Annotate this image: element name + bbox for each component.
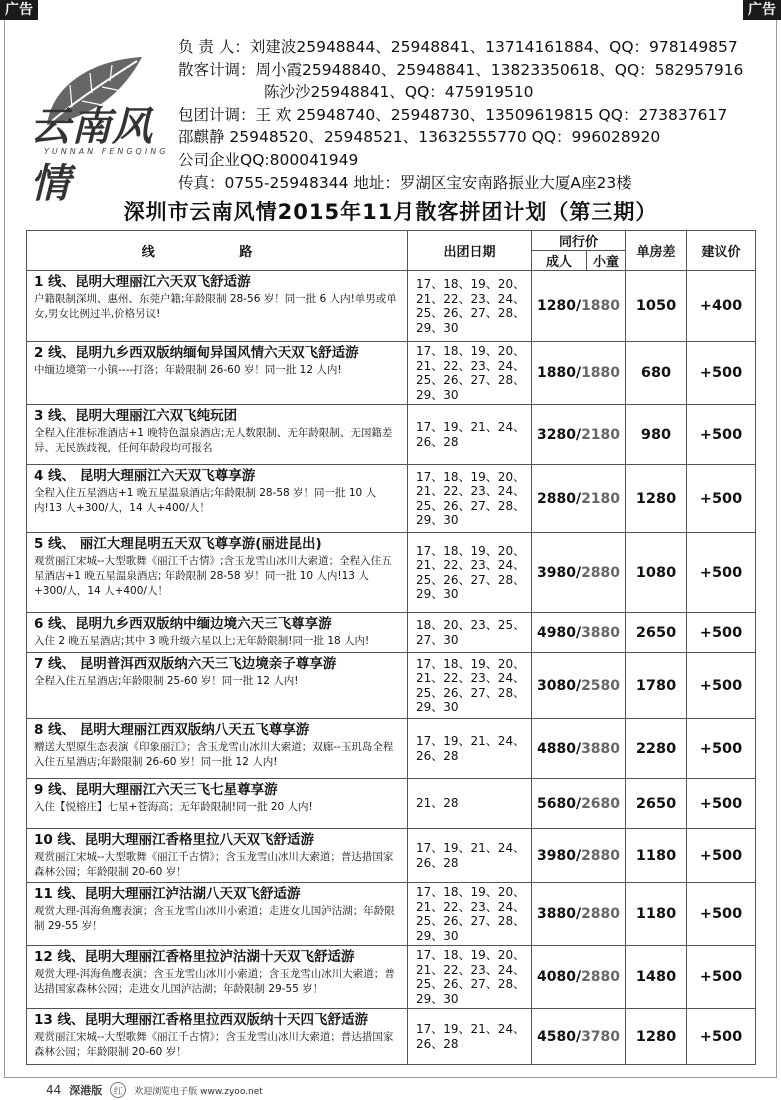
- adult-price: 3980: [536, 564, 576, 581]
- route-info: [27, 829, 408, 883]
- website-text: 欢迎浏览电子版 www.zyoo.net: [134, 1086, 263, 1097]
- contact-line: 邵麒静 25948520、25948521、13632555770 QQ：996028920: [178, 128, 661, 147]
- route-info: [27, 719, 408, 779]
- route-info: [27, 342, 408, 405]
- route-info: [27, 271, 408, 342]
- route-row: [27, 829, 756, 883]
- adult-price: 3980: [536, 847, 576, 864]
- route-row: [27, 533, 756, 613]
- single-room-supplement: 980: [626, 405, 687, 465]
- route-title: 7 线、 昆明普洱西双版纳六天三飞边境亲子尊享游: [34, 656, 337, 672]
- single-room-supplement: 1780: [626, 653, 687, 719]
- child-price: 2880: [581, 969, 621, 985]
- route-info: [27, 1009, 408, 1065]
- child-price: 3880: [581, 740, 621, 757]
- departure-dates: 17、19、21、24、26、28: [408, 829, 532, 883]
- suggested-price: +500: [687, 613, 756, 653]
- adult-price: 3080: [536, 677, 576, 694]
- peer-price: 1880/1880: [532, 342, 626, 405]
- single-room-supplement: 1180: [626, 883, 687, 946]
- peer-price: 4980/3880: [532, 613, 626, 653]
- suggested-price: +500: [687, 829, 756, 883]
- departure-dates: 17、18、19、20、21、22、23、24、25、26、27、28、29、30: [408, 883, 532, 946]
- route-title: 9 线、昆明大理丽江六天三飞七星尊享游: [34, 782, 278, 798]
- route-info: [27, 405, 408, 465]
- route-row: [27, 271, 756, 342]
- adult-price: 2880: [536, 490, 576, 507]
- header-peer-price: 同行价: [532, 231, 626, 251]
- adult-price: 4980: [536, 624, 576, 641]
- departure-dates: 18、20、23、25、27、30: [408, 613, 532, 653]
- route-row: [27, 719, 756, 779]
- route-description: 观赏丽江宋城--大型歌舞《丽江千古情》；含玉龙雪山冰川大索道；普达措国家森林公园；年龄限制 20-60 岁！: [34, 851, 394, 878]
- adult-price: 4080: [536, 969, 576, 985]
- contact-line: 散客计调：周小霞25948840、25948841、13823350618、QQ：582957916: [178, 60, 744, 79]
- route-description: 观赏丽江宋城--大型歌舞《丽江千古情》；含玉龙雪山冰川大索道；普达措国家森林公园；年龄限制 20-60 岁！: [34, 1031, 394, 1058]
- departure-dates: 17、19、21、24、26、28: [408, 405, 532, 465]
- adult-price: 4880: [536, 740, 576, 757]
- route-row: [27, 946, 756, 1009]
- departure-dates: 17、18、19、20、21、22、23、24、25、26、27、28、29、30: [408, 342, 532, 405]
- departure-dates: 17、19、21、24、26、28: [408, 719, 532, 779]
- route-row: [27, 613, 756, 653]
- child-price: 3780: [581, 1028, 621, 1045]
- departure-dates: 17、18、19、20、21、22、23、24、25、26、27、28、29、30: [408, 465, 532, 533]
- ad-tag-right: 广告: [743, 0, 781, 20]
- single-room-supplement: 680: [626, 342, 687, 405]
- suggested-price: +500: [687, 465, 756, 533]
- peer-price: 4080/2880: [532, 946, 626, 1009]
- logo-subtext: YUNNAN FENGQING: [44, 147, 169, 156]
- route-description: 中缅边境第一小镇----打洛；年龄限制 26-60 岁！同一批 12 人内!: [34, 364, 342, 376]
- edition-label: 深港版: [69, 1084, 103, 1097]
- page-title: 深圳市云南风情2015年11月散客拼团计划（第三期）: [123, 200, 658, 224]
- child-price: 2880: [581, 564, 621, 581]
- route-description: 户籍限制深圳、惠州、东莞户籍;年龄限制 28-56 岁！同一批 6 人内!单男或单女,男女比例过半,价格另议!: [34, 293, 397, 320]
- single-room-supplement: 1280: [626, 1009, 687, 1065]
- peer-price: 3080/2580: [532, 653, 626, 719]
- header-adult: 成人: [532, 251, 587, 271]
- header-child: 小童: [587, 251, 626, 271]
- route-description: 观赏丽江宋城--大型歌舞《丽江千古情》;含玉龙雪山冰川大索道；全程入住五星酒店+1 晚五星温泉酒店; 年龄限制 28-58 岁！同一批 10 人内!13 人+300/人，14 人+400/人！: [34, 555, 392, 597]
- company-logo: [22, 55, 177, 207]
- route-title: 11 线、昆明大理丽江泸沽湖八天双飞舒适游: [34, 886, 301, 902]
- single-room-supplement: 1050: [626, 271, 687, 342]
- suggested-price: +500: [687, 779, 756, 829]
- route-info: [27, 465, 408, 533]
- route-description: 入住 2 晚五星酒店;其中 3 晚升级六星以上;无年龄限制!同一批 18 人内!: [34, 635, 370, 647]
- route-info: [27, 779, 408, 829]
- departure-dates: 17、19、21、24、26、28: [408, 1009, 532, 1065]
- suggested-price: +500: [687, 946, 756, 1009]
- tour-plan-table: [26, 230, 756, 1065]
- route-title: 1 线、昆明大理丽江六天双飞舒适游: [34, 274, 251, 290]
- route-title: 6 线、昆明九乡西双版纳中缅边境六天三飞尊享游: [34, 616, 332, 632]
- adult-price: 1880: [536, 365, 576, 381]
- route-row: [27, 653, 756, 719]
- contact-line: 公司企业QQ:800041949: [178, 150, 359, 169]
- header-single-room: 单房差: [626, 231, 687, 271]
- route-description: 观赏大理-洱海鱼鹰表演；含玉龙雪山冰川小索道；含玉龙雪山冰川大索道；普达措国家森林公园；走进女儿国泸沽湖；年龄限制 29-55 岁！: [34, 968, 395, 995]
- child-price: 1880: [581, 365, 621, 381]
- route-title: 10 线、昆明大理丽江香格里拉八天双飞舒适游: [34, 832, 314, 848]
- peer-price: 3280/2180: [532, 405, 626, 465]
- child-price: 2180: [581, 426, 621, 443]
- route-info: [27, 883, 408, 946]
- route-row: [27, 779, 756, 829]
- adult-price: 3880: [536, 906, 576, 922]
- child-price: 1880: [581, 298, 621, 314]
- ad-tag-left: 广告: [0, 0, 38, 20]
- single-room-supplement: 1480: [626, 946, 687, 1009]
- edition-badge-icon: 红: [110, 1082, 126, 1098]
- route-title: 12 线、昆明大理丽江香格里拉泸沽湖十天双飞舒适游: [34, 949, 355, 965]
- suggested-price: +500: [687, 653, 756, 719]
- route-description: 观赏大理-洱海鱼鹰表演；含玉龙雪山冰川小索道；走进女儿国泸沽湖；年龄限制 29-55 岁！: [34, 905, 395, 932]
- departure-dates: 17、18、19、20、21、22、23、24、25、26、27、28、29、30: [408, 533, 532, 613]
- single-room-supplement: 1080: [626, 533, 687, 613]
- peer-price: 4880/3880: [532, 719, 626, 779]
- route-description: 入住【悦榕庄】七星+苍海高；无年龄限制!同一批 20 人内!: [34, 801, 313, 813]
- departure-dates: 17、18、19、20、21、22、23、24、25、26、27、28、29、30: [408, 271, 532, 342]
- contact-line: 负 责 人：刘建波25948844、25948841、13714161884、QQ：978149857: [178, 38, 738, 56]
- adult-price: 3280: [536, 426, 576, 443]
- route-description: 全程入住准标准酒店+1 晚特色温泉酒店;无人数限制、无年龄限制、无国籍差异、无民族歧视，任何年龄段均可报名: [34, 427, 393, 454]
- route-title: 13 线、昆明大理丽江香格里拉西双版纳十天四飞舒适游: [34, 1012, 368, 1028]
- page-number: 44: [46, 1083, 62, 1097]
- suggested-price: +500: [687, 1009, 756, 1065]
- route-row: [27, 465, 756, 533]
- single-room-supplement: 1280: [626, 465, 687, 533]
- suggested-price: +400: [687, 271, 756, 342]
- header-dates: 出团日期: [408, 231, 532, 271]
- header-route: 线 路: [27, 231, 408, 271]
- route-description: 全程入住五星酒店;年龄限制 25-60 岁！同一批 12 人内!: [34, 675, 299, 687]
- suggested-price: +500: [687, 719, 756, 779]
- single-room-supplement: 2650: [626, 779, 687, 829]
- adult-price: 4580: [536, 1028, 576, 1045]
- peer-price: 3980/2880: [532, 829, 626, 883]
- logo-text: 云南风情: [30, 103, 153, 207]
- page-footer: [46, 1082, 263, 1098]
- route-row: [27, 883, 756, 946]
- single-room-supplement: 2280: [626, 719, 687, 779]
- child-price: 2880: [581, 906, 621, 922]
- route-title: 5 线、 丽江大理昆明五天双飞尊享游(丽进昆出): [34, 536, 322, 552]
- contact-block: [178, 36, 778, 194]
- peer-price: 1280/1880: [532, 271, 626, 342]
- single-room-supplement: 1180: [626, 829, 687, 883]
- route-description: 赠送大型原生态表演《印象丽江》；含玉龙雪山冰川大索道；双廊--玉玑岛全程入住五星酒店;年龄限制 26-60 岁！同一批 12 人内!: [34, 741, 394, 768]
- route-title: 2 线、昆明九乡西双版纳缅甸异国风情六天双飞舒适游: [34, 345, 359, 361]
- departure-dates: 17、18、19、20、21、22、23、24、25、26、27、28、29、30: [408, 946, 532, 1009]
- suggested-price: +500: [687, 533, 756, 613]
- child-price: 2880: [581, 847, 621, 864]
- peer-price: 3880/2880: [532, 883, 626, 946]
- contact-line: 传真：0755-25948344 地址：罗湖区宝安南路振业大厦A座23楼: [178, 173, 632, 192]
- contact-line: 包团计调：王 欢 25948740、25948730、13509619815 QQ：273837617: [178, 105, 728, 124]
- route-description: 全程入住五星酒店+1 晚五星温泉酒店;年龄限制 28-58 岁！同一批 10 人内!13 人+300/人，14 人+400/人！: [34, 487, 377, 514]
- child-price: 2180: [581, 490, 621, 507]
- route-info: [27, 613, 408, 653]
- child-price: 3880: [581, 624, 621, 641]
- child-price: 2580: [581, 677, 621, 694]
- header-suggested-price: 建议价: [687, 231, 756, 271]
- adult-price: 1280: [536, 298, 576, 314]
- child-price: 2680: [581, 795, 621, 812]
- route-title: 3 线、昆明大理丽江六双飞纯玩团: [34, 408, 238, 424]
- route-title: 4 线、 昆明大理丽江六天双飞尊享游: [34, 468, 256, 484]
- route-row: [27, 342, 756, 405]
- route-row: [27, 1009, 756, 1065]
- route-info: [27, 533, 408, 613]
- adult-price: 5680: [536, 795, 576, 812]
- peer-price: 3980/2880: [532, 533, 626, 613]
- suggested-price: +500: [687, 342, 756, 405]
- departure-dates: 17、18、19、20、21、22、23、24、25、26、27、28、29、30: [408, 653, 532, 719]
- suggested-price: +500: [687, 883, 756, 946]
- single-room-supplement: 2650: [626, 613, 687, 653]
- contact-line: 陈沙沙25948841、QQ：475919510: [264, 83, 534, 102]
- route-row: [27, 405, 756, 465]
- departure-dates: 21、28: [408, 779, 532, 829]
- peer-price: 2880/2180: [532, 465, 626, 533]
- route-title: 8 线、 昆明大理丽江西双版纳八天五飞尊享游: [34, 722, 310, 738]
- route-info: [27, 946, 408, 1009]
- route-info: [27, 653, 408, 719]
- peer-price: 4580/3780: [532, 1009, 626, 1065]
- suggested-price: +500: [687, 405, 756, 465]
- peer-price: 5680/2680: [532, 779, 626, 829]
